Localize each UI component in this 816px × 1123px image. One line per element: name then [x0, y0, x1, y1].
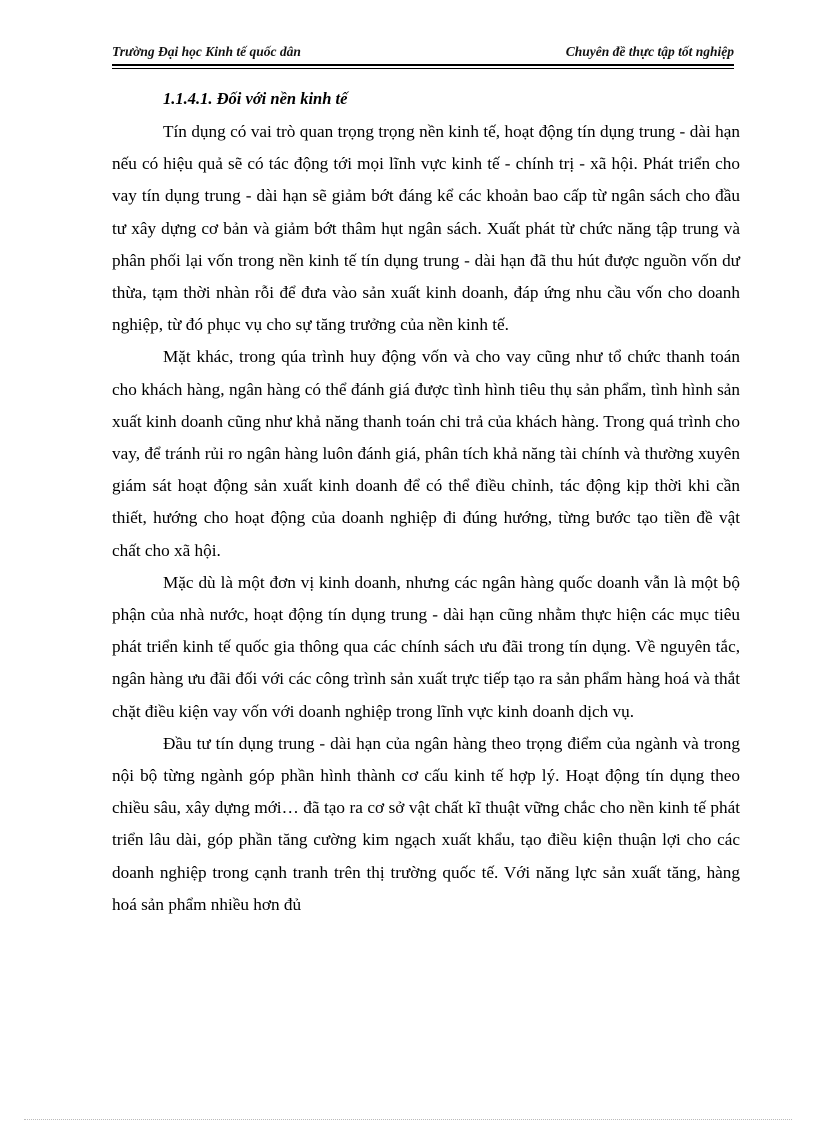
paragraph: Tín dụng có vai trò quan trọng trọng nền kinh tế, hoạt động tín dụng trung - dài hạn nếu có hiệu quả sẽ có tác động tới mọi lĩnh vực kinh tế - chính trị - xã hội. Phát triển cho vay tín dụng trung - dài hạn sẽ giảm bớt đáng kể các khoản bao cấp từ ngân sách cho đầu tư xây dựng cơ bản và giảm bớt thâm hụt ngân sách. Xuất phát từ chức năng tập trung và phân phối lại vốn trong nền kinh tế tín dụng trung - dài hạn đã thu hút được nguồn vốn dư thừa, tạm thời nhàn rỗi để đưa vào sản xuất kinh doanh, đáp ứng nhu cầu vốn cho doanh nghiệp, từ đó phục vụ cho sự tăng trưởng của nền kinh tế.	[112, 122, 740, 335]
header-document-title: Chuyên đề thực tập tốt nghiệp	[565, 44, 734, 59]
section-heading: 1.1.4.1. Đối với nền kinh tế	[163, 89, 348, 108]
paragraph: Đầu tư tín dụng trung - dài hạn của ngân hàng theo trọng điểm của ngành và trong nội bộ từng ngành góp phần hình thành cơ cấu kinh tế hợp lý. Hoạt động tín dụng theo chiều sâu, xây dựng mới… đã tạo ra cơ sở vật chất kĩ thuật vững chắc cho nền kinh tế phát triển lâu dài, góp phần tăng cường kim ngạch xuất khẩu, tạo điều kiện thuận lợi cho các doanh nghiệp trong cạnh tranh trên thị trường quốc tế. Với năng lực sản xuất tăng, hàng hoá sản phẩm nhiều hơn đủ	[112, 733, 740, 914]
body-text	[112, 116, 740, 921]
header-rule	[112, 64, 734, 66]
page-header	[112, 44, 734, 66]
header-school-name: Trường Đại học Kinh tế quốc dân	[112, 44, 301, 59]
paragraph: Mặc dù là một đơn vị kinh doanh, nhưng các ngân hàng quốc doanh vẫn là một bộ phận của nhà nước, hoạt động tín dụng trung - dài hạn cũng nhằm thực hiện các mục tiêu phát triển kinh tế quốc gia thông qua các chính sách ưu đãi trong tín dụng. Về nguyên tắc, ngân hàng ưu đãi đối với các công trình sản xuất trực tiếp tạo ra sản phẩm hàng hoá và thắt chặt điều kiện vay vốn với doanh nghiệp trong lĩnh vực kinh doanh dịch vụ.	[112, 572, 740, 721]
paragraph: Mặt khác, trong qúa trình huy động vốn và cho vay cũng như tổ chức thanh toán cho khách hàng, ngân hàng có thể đánh giá được tình hình tiêu thụ sản phẩm, tình hình sản xuất kinh doanh cũng như khả năng thanh toán chi trả của khách hàng. Trong quá trình cho vay, để tránh rủi ro ngân hàng luôn đánh giá, phân tích khả năng tài chính và thường xuyên giám sát hoạt động sản xuất kinh doanh để có thể điều chỉnh, tác động kịp thời khi cần thiết, hướng cho hoạt động của doanh nghiệp đi đúng hướng, từng bước tạo tiền đề vật chất cho xã hội.	[112, 347, 740, 560]
page-bottom-border	[24, 1119, 792, 1120]
header-rule-thin	[112, 68, 734, 69]
